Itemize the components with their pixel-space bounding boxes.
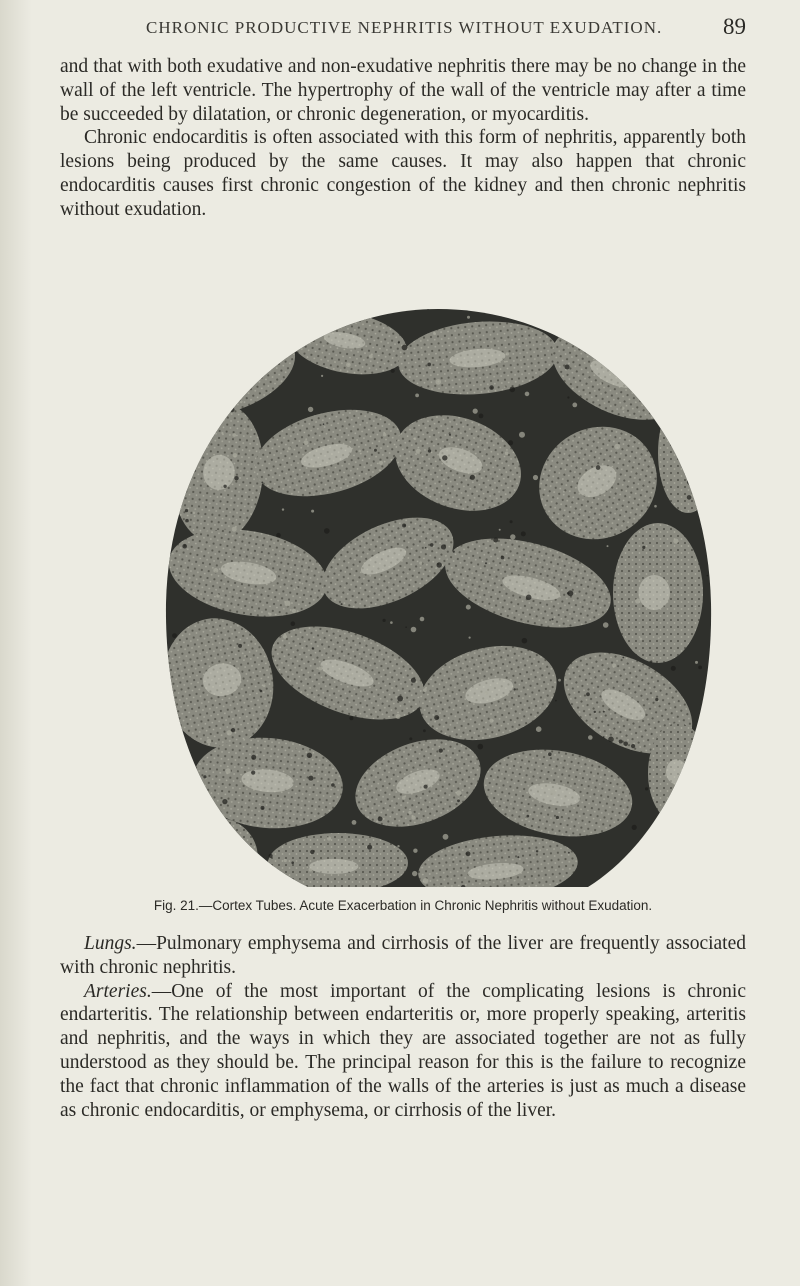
nucleus-dot	[603, 711, 605, 713]
nucleus-dot	[412, 871, 417, 876]
nucleus-dot	[295, 747, 297, 749]
nucleus-dot	[307, 867, 309, 869]
nucleus-dot	[234, 476, 238, 480]
nucleus-dot	[508, 440, 513, 445]
nucleus-dot	[510, 387, 516, 393]
nucleus-dot	[411, 816, 415, 820]
nucleus-dot	[172, 633, 177, 638]
nucleus-dot	[707, 575, 709, 577]
nucleus-dot	[304, 440, 309, 445]
nucleus-dot	[568, 852, 570, 854]
nucleus-dot	[396, 714, 401, 719]
nucleus-dot	[182, 544, 187, 549]
nucleus-dot	[220, 496, 222, 498]
nucleus-dot	[416, 449, 421, 454]
nucleus-dot	[600, 382, 602, 384]
nucleus-dot	[436, 379, 442, 385]
nucleus-dot	[398, 342, 400, 344]
nucleus-dot	[341, 603, 343, 605]
nucleus-dot	[308, 407, 313, 412]
nucleus-dot	[466, 851, 471, 856]
nucleus-dot	[291, 621, 296, 626]
nucleus-dot	[367, 845, 372, 850]
nucleus-dot	[283, 635, 287, 639]
nucleus-dot	[671, 666, 676, 671]
nucleus-dot	[225, 768, 231, 774]
nucleus-dot	[411, 627, 417, 633]
nucleus-dot	[223, 485, 226, 488]
nucleus-dot	[457, 466, 460, 469]
nucleus-dot	[263, 684, 266, 687]
nucleus-dot	[563, 491, 565, 493]
nucleus-dot	[402, 345, 408, 351]
nucleus-dot	[556, 816, 559, 819]
nucleus-dot	[456, 790, 461, 795]
paragraph: Chronic endocarditis is often associated with this form of nephritis, apparently both lesions being produced by the same causes. It may also happen that chronic endocarditis causes first chronic congestion of the kidney and then chronic nephritis without exudation.	[60, 127, 746, 220]
nucleus-dot	[232, 433, 236, 437]
nucleus-dot	[251, 771, 255, 775]
nucleus-dot	[213, 568, 218, 573]
body-text-bottom	[60, 932, 746, 1122]
nucleus-dot	[207, 739, 212, 744]
nucleus-dot	[308, 776, 313, 781]
nucleus-dot	[420, 617, 425, 622]
nucleus-dot	[425, 547, 427, 549]
nucleus-dot	[276, 533, 281, 538]
nucleus-dot	[632, 825, 637, 830]
nucleus-dot	[614, 444, 620, 450]
nucleus-dot	[424, 785, 428, 789]
nucleus-dot	[623, 742, 628, 747]
nucleus-dot	[296, 587, 298, 589]
nucleus-dot	[612, 663, 616, 667]
nucleus-dot	[402, 524, 406, 528]
nucleus-dot	[414, 437, 417, 440]
nucleus-dot	[433, 332, 436, 335]
nucleus-dot	[282, 508, 284, 510]
nucleus-dot	[527, 815, 530, 818]
tubule-lumen	[309, 859, 358, 874]
nucleus-dot	[312, 647, 314, 649]
nucleus-dot	[307, 753, 312, 758]
nucleus-dot	[292, 609, 296, 613]
paragraph: and that with both exudative and non-exudative nephritis there may be no change in the wall of the left ventricle. The hypertrophy of the wall of the ventricle may after a time be succeeded by dilatation, or chronic degeneration, or myocarditis.	[60, 56, 746, 125]
nucleus-dot	[402, 796, 406, 800]
nucleus-dot	[349, 716, 353, 720]
nucleus-dot	[533, 475, 538, 480]
paragraph-arteries	[60, 980, 746, 1123]
nucleus-dot	[608, 737, 614, 743]
nucleus-dot	[260, 690, 263, 693]
nucleus-dot	[415, 394, 419, 398]
nucleus-dot	[603, 622, 609, 628]
nucleus-dot	[346, 363, 351, 368]
nucleus-dot	[439, 749, 443, 753]
nucleus-dot	[504, 361, 506, 363]
nucleus-dot	[310, 850, 314, 854]
nucleus-dot	[185, 509, 188, 512]
nucleus-dot	[517, 856, 519, 858]
nucleus-dot	[522, 638, 528, 644]
nucleus-dot	[478, 744, 484, 750]
nucleus-dot	[380, 470, 382, 472]
nucleus-dot	[698, 666, 702, 670]
nucleus-dot	[665, 774, 667, 776]
nucleus-dot	[442, 455, 447, 460]
nucleus-dot	[514, 688, 516, 690]
nucleus-dot	[673, 539, 678, 544]
nucleus-dot	[233, 453, 238, 458]
nucleus-dot	[411, 678, 416, 683]
nucleus-dot	[369, 355, 373, 359]
nucleus-dot	[479, 414, 484, 419]
nucleus-dot	[586, 692, 590, 696]
nucleus-dot	[622, 657, 624, 659]
nucleus-dot	[469, 637, 471, 639]
micrograph-figure	[158, 303, 718, 893]
nucleus-dot	[232, 527, 237, 532]
nucleus-dot	[635, 598, 640, 603]
nucleus-dot	[383, 433, 386, 436]
nucleus-dot	[309, 868, 313, 872]
tubule-lumen	[638, 575, 670, 610]
nucleus-dot	[594, 711, 596, 713]
nucleus-dot	[408, 811, 412, 815]
paragraph-text: —Pulmonary emphysema and cirrhosis of the liver are frequently associated with chronic nephritis.	[60, 933, 746, 978]
nucleus-dot	[473, 409, 478, 414]
nucleus-dot	[441, 544, 446, 549]
nucleus-dot	[419, 562, 422, 565]
nucleus-dot	[193, 512, 196, 515]
nucleus-dot	[405, 626, 407, 628]
nucleus-dot	[284, 859, 287, 862]
nucleus-dot	[383, 619, 386, 622]
nucleus-dot	[288, 447, 291, 450]
nucleus-dot	[443, 834, 449, 840]
nucleus-dot	[504, 386, 506, 388]
micrograph-image	[158, 303, 718, 893]
nucleus-dot	[666, 746, 668, 748]
nucleus-dot	[501, 556, 505, 560]
nucleus-dot	[457, 799, 460, 802]
nucleus-dot	[567, 396, 569, 398]
nucleus-dot	[525, 817, 528, 820]
nucleus-dot	[216, 594, 219, 597]
nucleus-dot	[185, 519, 189, 523]
nucleus-dot	[203, 775, 206, 778]
nucleus-dot	[565, 365, 570, 370]
nucleus-dot	[568, 590, 574, 596]
nucleus-dot	[423, 878, 429, 884]
nucleus-dot	[640, 638, 643, 641]
nucleus-dot	[521, 531, 526, 536]
nucleus-dot	[240, 400, 243, 403]
nucleus-dot	[655, 576, 658, 579]
nucleus-dot	[291, 861, 294, 864]
nucleus-dot	[572, 403, 577, 408]
nucleus-dot	[650, 660, 652, 662]
nucleus-dot	[505, 451, 509, 455]
nucleus-dot	[694, 606, 696, 608]
nucleus-dot	[331, 783, 335, 787]
nucleus-dot	[244, 655, 246, 657]
nucleus-dot	[285, 601, 291, 607]
nucleus-dot	[558, 679, 561, 682]
nucleus-dot	[321, 375, 323, 377]
page-number: 89	[723, 14, 746, 39]
nucleus-dot	[525, 392, 530, 397]
nucleus-dot	[397, 845, 399, 847]
nucleus-dot	[434, 715, 439, 720]
nucleus-dot	[619, 740, 623, 744]
nucleus-dot	[536, 850, 538, 852]
nucleus-dot	[548, 784, 550, 786]
nucleus-dot	[423, 729, 426, 732]
nucleus-dot	[467, 316, 470, 319]
nucleus-dot	[489, 719, 493, 723]
nucleus-dot	[485, 562, 487, 564]
nucleus-dot	[510, 534, 515, 539]
nucleus-dot	[391, 369, 395, 373]
run-in-heading: Lungs.	[84, 933, 137, 954]
nucleus-dot	[231, 728, 235, 732]
nucleus-dot	[323, 423, 325, 425]
nucleus-dot	[251, 755, 256, 760]
nucleus-dot	[350, 674, 352, 676]
nucleus-dot	[519, 432, 525, 438]
nucleus-dot	[655, 698, 658, 701]
figure-caption: Fig. 21.—Cortex Tubes. Acute Exacerbation in Chronic Nephritis without Exudation.	[153, 898, 653, 913]
nucleus-dot	[499, 529, 501, 531]
nucleus-dot	[489, 385, 494, 390]
nucleus-dot	[607, 545, 609, 547]
nucleus-dot	[359, 450, 362, 453]
run-in-heading: Arteries.	[84, 980, 152, 1002]
nucleus-dot	[453, 551, 455, 553]
nucleus-dot	[687, 495, 692, 500]
nucleus-dot	[222, 799, 227, 804]
nucleus-dot	[269, 854, 273, 858]
nucleus-dot	[470, 475, 475, 480]
nucleus-dot	[548, 752, 552, 756]
nucleus-dot	[695, 661, 698, 664]
nucleus-dot	[510, 520, 513, 523]
nucleus-dot	[493, 538, 498, 543]
nucleus-dot	[555, 700, 557, 702]
running-title: CHRONIC PRODUCTIVE NEPHRITIS WITHOUT EXUDATION.	[146, 18, 663, 37]
nucleus-dot	[427, 363, 431, 367]
nucleus-dot	[374, 449, 377, 452]
nucleus-dot	[311, 510, 314, 513]
nucleus-dot	[390, 621, 393, 624]
paragraph-lungs	[60, 932, 746, 980]
nucleus-dot	[631, 744, 635, 748]
nucleus-dot	[536, 726, 542, 732]
nucleus-dot	[453, 858, 455, 860]
body-text-top	[60, 55, 746, 222]
nucleus-dot	[552, 618, 554, 620]
nucleus-dot	[658, 637, 660, 639]
nucleus-dot	[378, 817, 383, 822]
nucleus-dot	[221, 432, 223, 434]
nucleus-dot	[596, 465, 601, 470]
nucleus-dot	[409, 737, 412, 740]
nucleus-dot	[269, 613, 272, 616]
nucleus-dot	[642, 546, 645, 549]
nucleus-dot	[485, 691, 489, 695]
nucleus-dot	[603, 736, 605, 738]
nucleus-dot	[550, 789, 556, 795]
nucleus-dot	[437, 562, 442, 567]
nucleus-dot	[449, 434, 451, 436]
nucleus-dot	[261, 806, 265, 810]
nucleus-dot	[428, 449, 431, 452]
nucleus-dot	[621, 407, 624, 410]
nucleus-dot	[645, 787, 648, 790]
page-gutter-shadow	[0, 0, 32, 1286]
nucleus-dot	[397, 696, 403, 702]
nucleus-dot	[413, 849, 417, 853]
nucleus-dot	[654, 505, 657, 508]
nucleus-dot	[379, 461, 383, 465]
nucleus-dot	[352, 820, 357, 825]
running-head	[60, 14, 746, 44]
nucleus-dot	[238, 644, 242, 648]
nucleus-dot	[318, 667, 322, 671]
nucleus-dot	[299, 582, 301, 584]
nucleus-dot	[588, 735, 593, 740]
nucleus-dot	[423, 688, 427, 692]
nucleus-dot	[526, 595, 532, 601]
nucleus-dot	[506, 352, 509, 355]
nucleus-dot	[327, 836, 331, 840]
nucleus-dot	[430, 543, 434, 547]
nucleus-dot	[324, 528, 330, 534]
paragraph-text: —One of the most important of the complicating lesions is chronic endarteritis. The relationship between endarteritis or, more properly speaking, arteritis and nephritis, and the ways in which they are associated together are not as fully understood as they should be. The principal reason for this is the failure to recognize the fact that chronic inflammation of the walls of the arteries is just as much a disease as chronic endocarditis, or emphysema, or cirrhosis of the liver.	[60, 980, 746, 1121]
nucleus-dot	[261, 482, 263, 484]
nucleus-dot	[466, 605, 471, 610]
